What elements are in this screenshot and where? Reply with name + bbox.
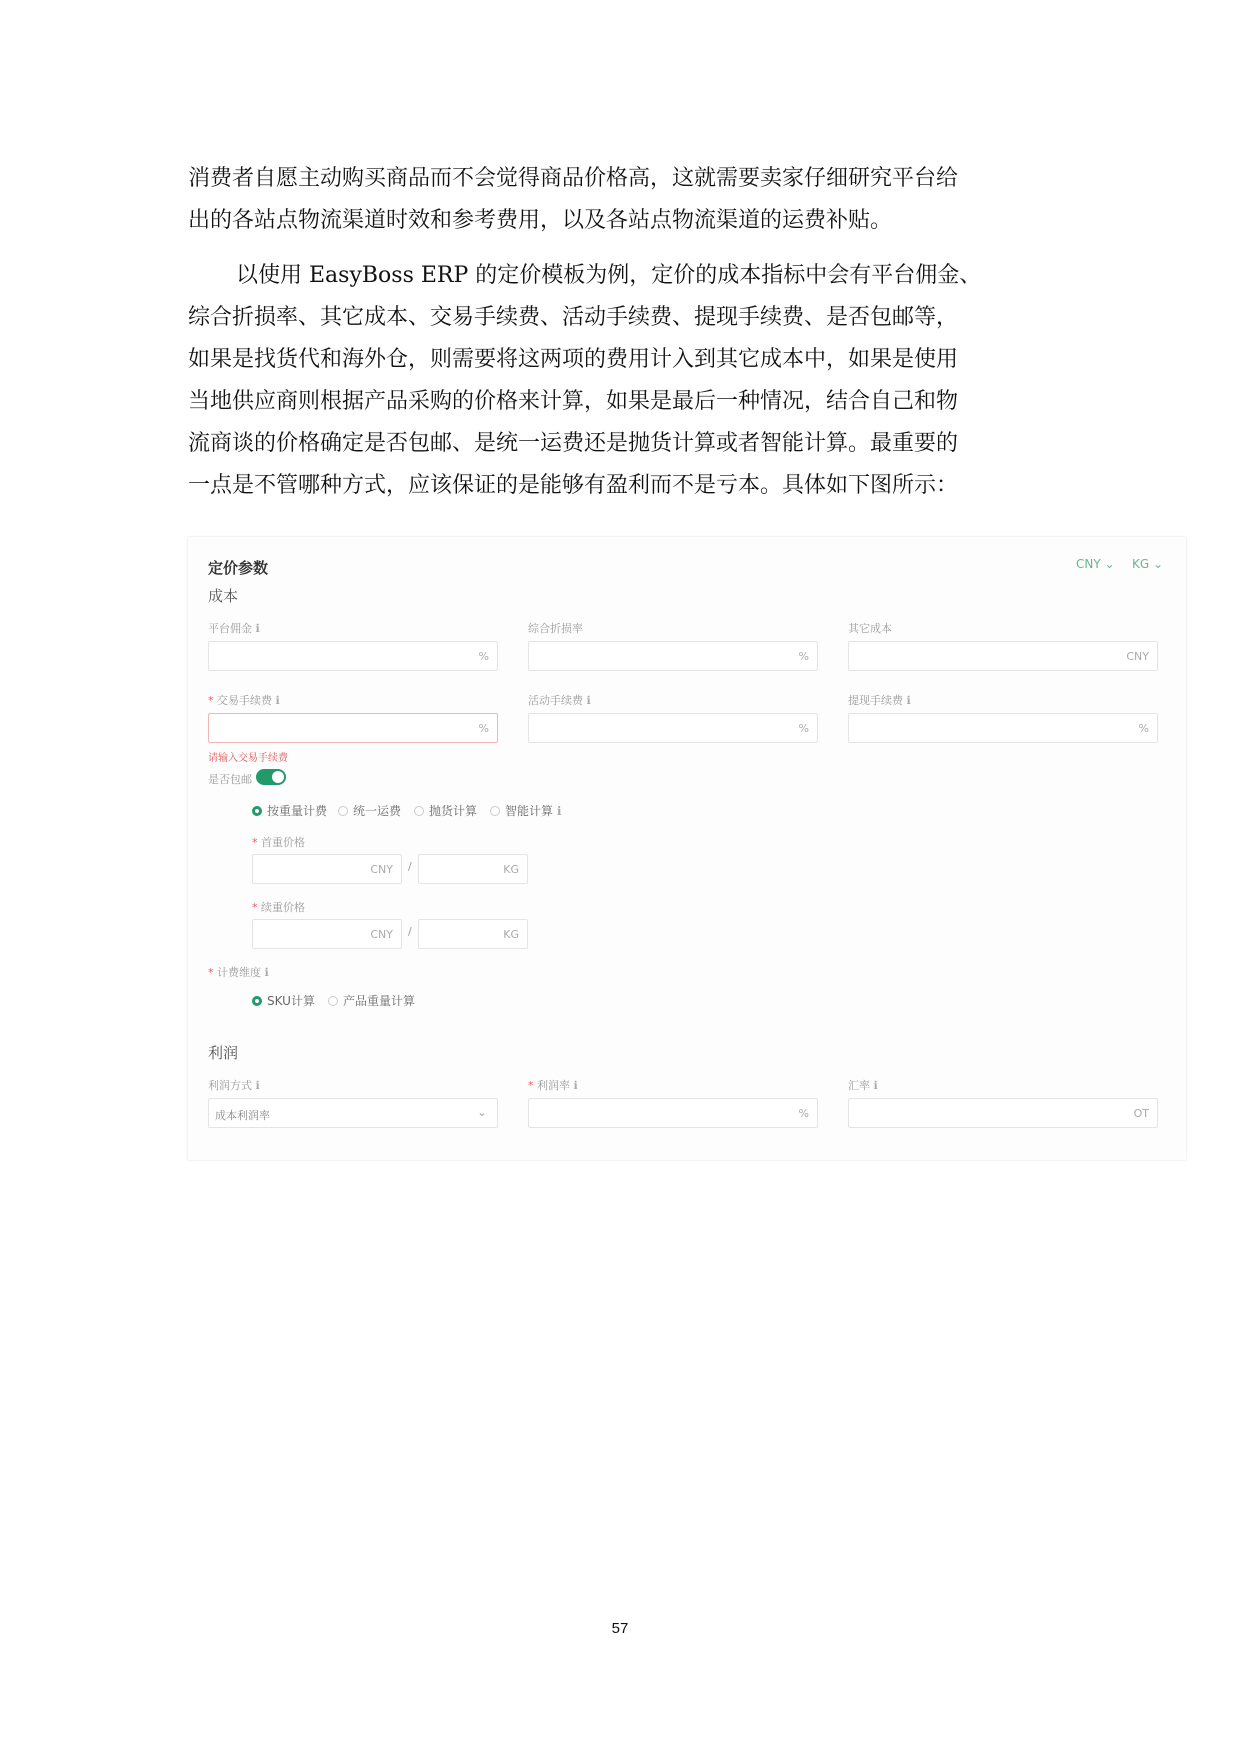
radio-dot-icon — [252, 806, 262, 816]
field-label: 汇率 ℹ — [848, 1077, 878, 1093]
transaction-fee-input[interactable] — [208, 713, 498, 743]
error-message: 请输入交易手续费 — [208, 753, 288, 764]
pricing-parameters-screenshot — [188, 537, 1186, 1160]
text-line: 流商谈的价格确定是否包邮、是统一运费还是抛货计算或者智能计算。最重要的 — [188, 431, 959, 456]
activity-fee-input[interactable] — [528, 713, 818, 743]
currency-select[interactable]: CNY ⌄ — [1076, 557, 1115, 571]
text-line: 一点是不管哪种方式，应该保证的是能够有盈利而不是亏本。具体如下图所示： — [188, 473, 959, 498]
unit-label: CNY — [370, 928, 393, 941]
text-line: 综合折损率、其它成本、交易手续费、活动手续费、提现手续费、是否包邮等， — [188, 305, 959, 330]
field-label: 活动手续费 ℹ — [528, 692, 591, 708]
select-value: 成本利润率 — [215, 1109, 270, 1122]
unit-label: % — [798, 722, 809, 735]
first-weight-label: * 首重价格 — [252, 834, 305, 850]
first-weight-price-input[interactable] — [252, 854, 402, 884]
paragraph-1 — [188, 158, 1048, 242]
profit-method-select[interactable] — [208, 1098, 498, 1128]
text-line: 当地供应商则根据产品采购的价格来计算，如果是最后一种情况，结合自己和物 — [188, 389, 959, 414]
unit-label: OT — [1133, 1107, 1149, 1120]
free-shipping-toggle[interactable] — [256, 769, 286, 785]
radio-dot-icon — [252, 996, 262, 1006]
unit-label: CNY — [370, 863, 393, 876]
field-label: * 交易手续费 ℹ — [208, 692, 280, 708]
text-line: 出的各站点物流渠道时效和参考费用，以及各站点物流渠道的运费补贴。 — [188, 208, 893, 233]
unit-label: % — [478, 722, 489, 735]
commission-input[interactable] — [208, 641, 498, 671]
radio-dot-icon — [328, 996, 338, 1006]
loss-rate-input[interactable] — [528, 641, 818, 671]
continued-weight-price-input[interactable] — [252, 919, 402, 949]
paragraph-2 — [188, 255, 1048, 507]
free-shipping-label: 是否包邮 — [208, 773, 252, 786]
radio-volumetric[interactable]: 抛货计算 — [414, 802, 477, 819]
other-cost-input[interactable] — [848, 641, 1158, 671]
continued-weight-input[interactable] — [418, 919, 528, 949]
radio-smart[interactable]: 智能计算 ℹ — [490, 802, 561, 819]
unit-label: % — [798, 1107, 809, 1120]
per-separator: / — [408, 925, 412, 938]
unit-label: % — [1138, 722, 1149, 735]
field-label: 提现手续费 ℹ — [848, 692, 911, 708]
field-label: 其它成本 — [848, 622, 892, 635]
field-label: 利润方式 ℹ — [208, 1077, 260, 1093]
exchange-rate-input[interactable] — [848, 1098, 1158, 1128]
continued-weight-label: * 续重价格 — [252, 899, 305, 915]
withdrawal-fee-input[interactable] — [848, 713, 1158, 743]
chevron-down-icon: ⌄ — [476, 1105, 487, 1119]
profit-section-title: 利润 — [208, 1044, 239, 1062]
text-line: 消费者自愿主动购买商品而不会觉得商品价格高，这就需要卖家仔细研究平台给 — [188, 166, 959, 191]
panel-title: 定价参数 — [208, 559, 269, 577]
radio-dot-icon — [490, 806, 500, 816]
field-label: 综合折损率 — [528, 622, 583, 635]
radio-sku-calc[interactable]: SKU计算 — [252, 992, 315, 1009]
radio-by-weight[interactable]: 按重量计费 — [252, 802, 327, 819]
radio-dot-icon — [414, 806, 424, 816]
unit-label: CNY — [1126, 650, 1149, 663]
radio-flat-rate[interactable]: 统一运费 — [338, 802, 401, 819]
field-label: * 利润率 ℹ — [528, 1077, 578, 1093]
text-line: 如果是找货代和海外仓，则需要将这两项的费用计入到其它成本中，如果是使用 — [188, 347, 959, 372]
cost-section-title: 成本 — [208, 587, 239, 605]
calc-dimension-label: * 计费维度 ℹ — [208, 964, 269, 980]
radio-product-weight-calc[interactable]: 产品重量计算 — [328, 992, 415, 1009]
profit-rate-input[interactable] — [528, 1098, 818, 1128]
unit-label: % — [478, 650, 489, 663]
text-line: 以使用 EasyBoss ERP 的定价模板为例，定价的成本指标中会有平台佣金、 — [236, 263, 982, 288]
weight-unit-select[interactable]: KG ⌄ — [1132, 557, 1163, 571]
radio-dot-icon — [338, 806, 348, 816]
per-separator: / — [408, 860, 412, 873]
unit-label: % — [798, 650, 809, 663]
first-weight-input[interactable] — [418, 854, 528, 884]
field-label: 平台佣金 ℹ — [208, 620, 260, 636]
unit-label: KG — [503, 928, 519, 941]
unit-label: KG — [503, 863, 519, 876]
page-number: 57 — [611, 1620, 629, 1637]
